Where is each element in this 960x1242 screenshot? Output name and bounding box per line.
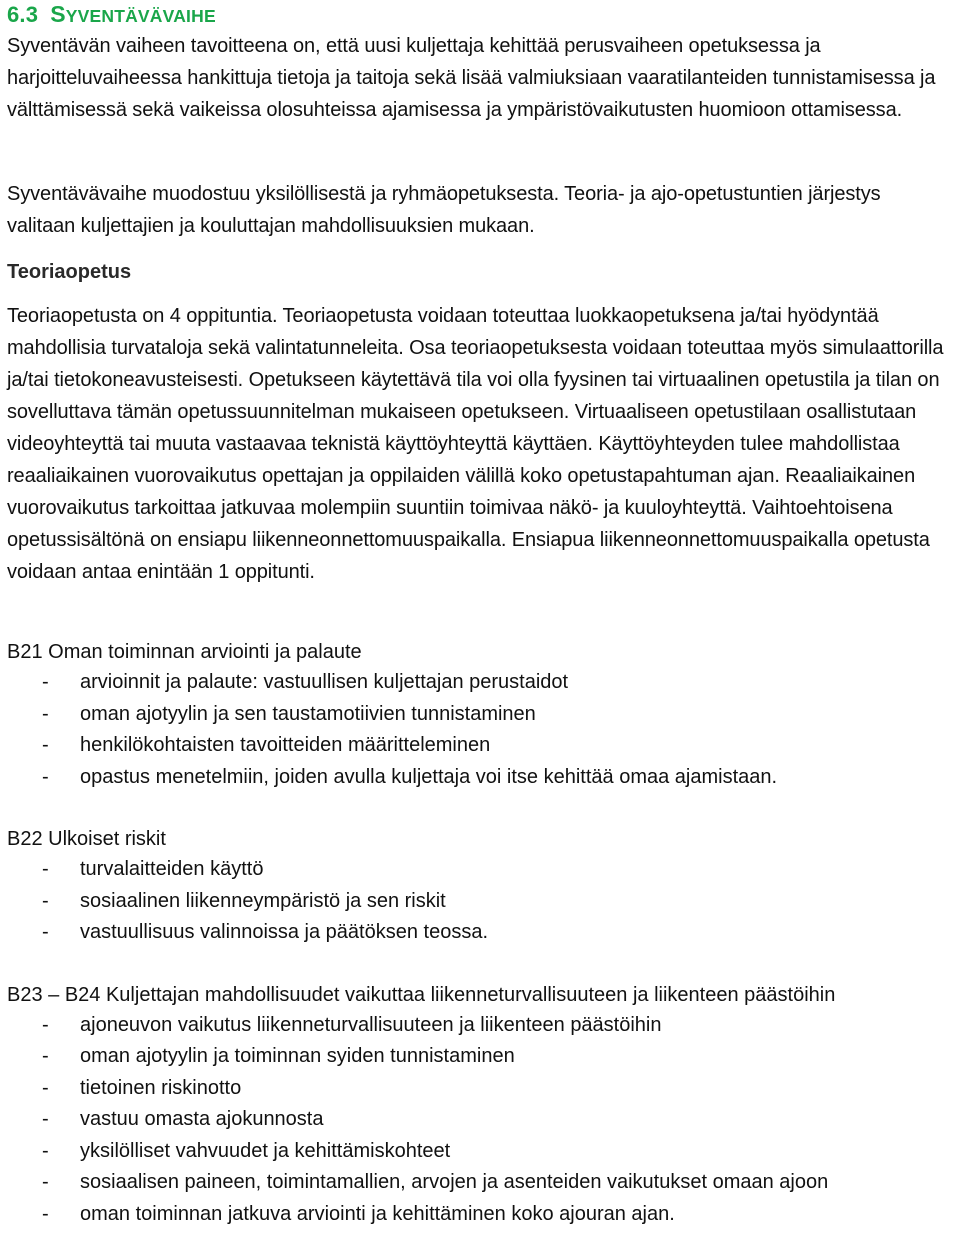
module-b23-b24: [7, 979, 954, 1231]
list-item-text: yksilölliset vahvuudet ja kehittämiskohteet: [80, 1139, 451, 1162]
list-marker: -: [42, 1013, 49, 1036]
module-b21: [7, 636, 954, 793]
list-item-text: oman ajotyylin ja toiminnan syiden tunnistaminen: [80, 1045, 515, 1067]
list-item: [7, 1136, 954, 1168]
list-item: [7, 1073, 954, 1105]
list-item-text: turvalaitteiden käyttö: [80, 858, 264, 880]
list-item: [7, 1104, 954, 1136]
list-item-text: vastuullisuus valinnoissa ja päätöksen teossa.: [80, 921, 489, 943]
list-item-text: henkilökohtaisten tavoitteiden määritteleminen: [80, 734, 491, 756]
module-list: [7, 854, 954, 949]
list-item: [7, 854, 954, 886]
list-item-text: sosiaalinen liikenneympäristö ja sen riskit: [80, 889, 446, 912]
list-item-text: oman toiminnan jatkuva arviointi ja kehittäminen koko ajouran ajan.: [80, 1202, 675, 1225]
intro-paragraph: Syventävän vaiheen tavoitteena on, että uusi kuljettaja kehittää perusvaiheen opetuksessa ja harjoitteluvaiheessa hankittuja tietoja ja taitoja sekä lisää valmiuksiaan vaaratilanteiden tunnistamisessa ja välttämisessä sekä vaikeissa olosuhteissa ajamisessa ja ympäristövaikutusten huomioon ottamisessa.: [7, 35, 936, 121]
module-list: [7, 667, 954, 793]
module-title: B22 Ulkoiset riskit: [7, 828, 166, 850]
list-item: [7, 667, 954, 699]
module-title: B21 Oman toiminnan arviointi ja palaute: [7, 641, 362, 663]
list-marker: -: [42, 1171, 49, 1193]
list-item: [7, 1167, 954, 1199]
list-item-text: tietoinen riskinotto: [80, 1076, 242, 1099]
list-item-text: arvioinnit ja palaute: vastuullisen kuljettajan perustaidot: [80, 671, 569, 693]
list-marker: -: [42, 1108, 49, 1130]
list-item: [7, 917, 954, 949]
list-item: [7, 699, 954, 731]
module-title: B23 – B24 Kuljettajan mahdollisuudet vaikuttaa liikenneturvallisuuteen ja liikenteen päästöihin: [7, 983, 836, 1006]
list-marker: -: [42, 858, 49, 880]
section-heading: [7, 0, 954, 30]
list-item: [7, 1041, 954, 1073]
list-item: [7, 1199, 954, 1231]
module-b22: [7, 823, 954, 949]
list-marker: -: [42, 1076, 49, 1099]
theory-paragraph: Teoriaopetusta on 4 oppituntia. Teoriaopetusta voidaan toteuttaa luokkaopetuksena ja/tai hyödyntää mahdollisia turvataloja sekä valintatunneleita. Osa teoriaopetuksesta voidaan toteuttaa myös simulaattorilla ja/tai tietokoneavusteisesti. Opetukseen käytettävä tila voi olla fyysinen tai virtuaalinen opetustila ja tilan on sovelluttava tämän opetussuunnitelman mukaiseen opetukseen. Virtuaaliseen opetustilaan osallistutaan videoyhteyttä tai muuta vastaavaa teknistä käyttöyhteyttä käyttäen. Käyttöyhteyden tulee mahdollistaa reaaliaikainen vuorovaikutus opettajan ja oppilaiden välillä koko opetustapahtuman ajan. Reaaliaikainen vuorovaikutus tarkoittaa jatkuvaa molempiin suuntiin toimivaa näkö- ja kuuloyhteyttä. Vaihtoehtoisena opetussisältönä on ensiapu liikenneonnettomuuspaikalla. Ensiapua liikenneonnettomuuspaikalla opetusta voidaan antaa enintään 1 oppitunti.: [7, 305, 944, 583]
section-title-rest: YVENTÄVÄVAIHE: [65, 6, 216, 26]
list-marker: -: [42, 1139, 49, 1162]
list-marker: -: [42, 734, 49, 756]
list-marker: -: [42, 1202, 49, 1225]
section-number: 6.3: [7, 2, 39, 27]
theory-heading: Teoriaopetus: [7, 261, 132, 283]
module-list: [7, 1010, 954, 1231]
list-marker: -: [42, 765, 49, 788]
list-item: [7, 730, 954, 762]
list-marker: -: [42, 702, 49, 725]
list-item-text: vastuu omasta ajokunnosta: [80, 1108, 324, 1130]
list-item-text: opastus menetelmiin, joiden avulla kuljettaja voi itse kehittää omaa ajamistaan.: [80, 765, 778, 788]
list-item-text: sosiaalisen paineen, toimintamallien, arvojen ja asenteiden vaikutukset omaan ajoon: [80, 1171, 829, 1193]
list-item-text: oman ajotyylin ja sen taustamotiivien tunnistaminen: [80, 702, 536, 725]
list-marker: -: [42, 889, 49, 912]
list-item: [7, 762, 954, 794]
list-marker: -: [42, 671, 49, 693]
list-item-text: ajoneuvon vaikutus liikenneturvallisuuteen ja liikenteen päästöihin: [80, 1013, 662, 1036]
list-item: [7, 886, 954, 918]
list-item: [7, 1010, 954, 1042]
list-marker: -: [42, 1045, 49, 1067]
section-title-initial: S: [50, 1, 66, 27]
list-marker: -: [42, 921, 49, 943]
structure-paragraph: Syventävävaihe muodostuu yksilöllisestä ja ryhmäopetuksesta. Teoria- ja ajo-opetustuntien järjestys valitaan kuljettajien ja kouluttajan mahdollisuuksien mukaan.: [7, 183, 881, 237]
